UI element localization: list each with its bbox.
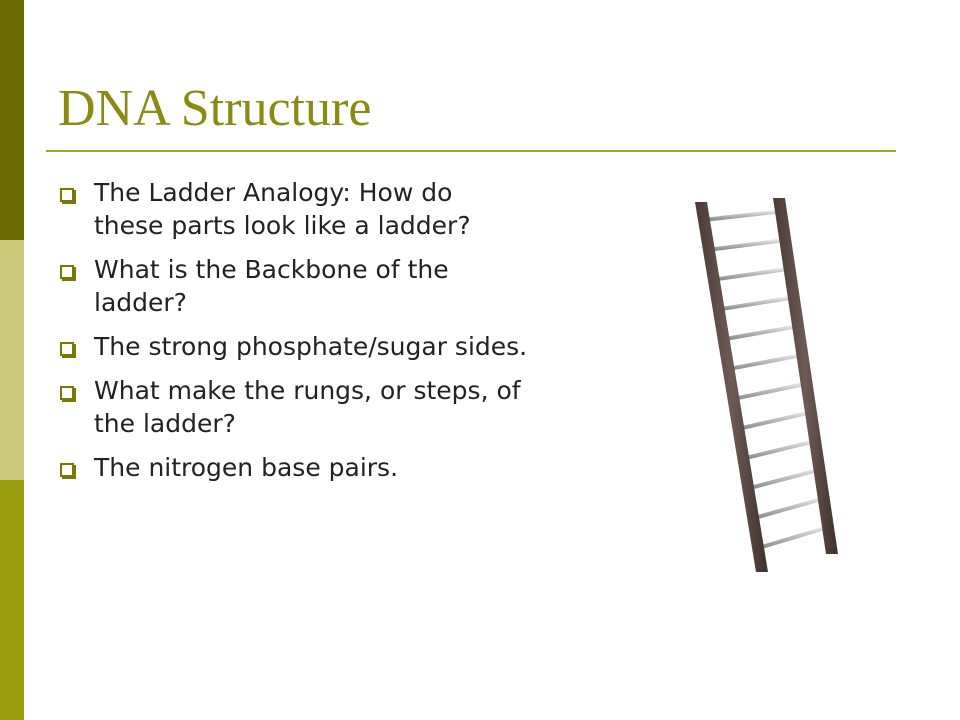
hollow-square-icon [60, 265, 74, 279]
hollow-square-icon [60, 342, 74, 356]
side-bar-segment-bottom [0, 480, 24, 720]
ladder-rung [733, 383, 807, 398]
bullet-text: The nitrogen base pairs. [94, 453, 399, 482]
hollow-square-icon [60, 188, 74, 202]
ladder-image [680, 192, 870, 582]
bullet-text: What make the rungs, or steps, of the ladder? [94, 376, 521, 438]
ladder-rung [748, 470, 820, 489]
ladder-rung [753, 498, 824, 518]
hollow-square-icon [60, 386, 74, 400]
ladder-rung [724, 326, 799, 339]
bullet-list [58, 176, 528, 495]
ladder-rung [729, 355, 803, 369]
bullet-item [58, 176, 528, 242]
ladder-rung [743, 441, 815, 459]
bullet-item [58, 451, 528, 484]
bullet-item [58, 374, 528, 440]
ladder-rung [714, 269, 790, 280]
bullet-text: The strong phosphate/sugar sides. [94, 332, 528, 361]
side-accent-bar [0, 0, 24, 720]
hollow-square-icon [60, 463, 74, 477]
ladder-rung [704, 211, 782, 220]
ladder-rung [738, 412, 811, 429]
ladder-rung [758, 527, 829, 548]
ladder-left-rail [695, 202, 768, 572]
slide-title: DNA Structure [58, 80, 372, 137]
side-bar-segment-top [0, 0, 24, 240]
ladder-rung [719, 297, 795, 309]
side-bar-segment-middle [0, 240, 24, 480]
ladder-rung [709, 240, 786, 250]
bullet-text: What is the Backbone of the ladder? [94, 255, 449, 317]
bullet-text: The Ladder Analogy: How do these parts look like a ladder? [94, 178, 471, 240]
bullet-item [58, 330, 528, 363]
ladder-right-rail [773, 198, 838, 554]
title-underline [46, 150, 896, 152]
bullet-item [58, 253, 528, 319]
